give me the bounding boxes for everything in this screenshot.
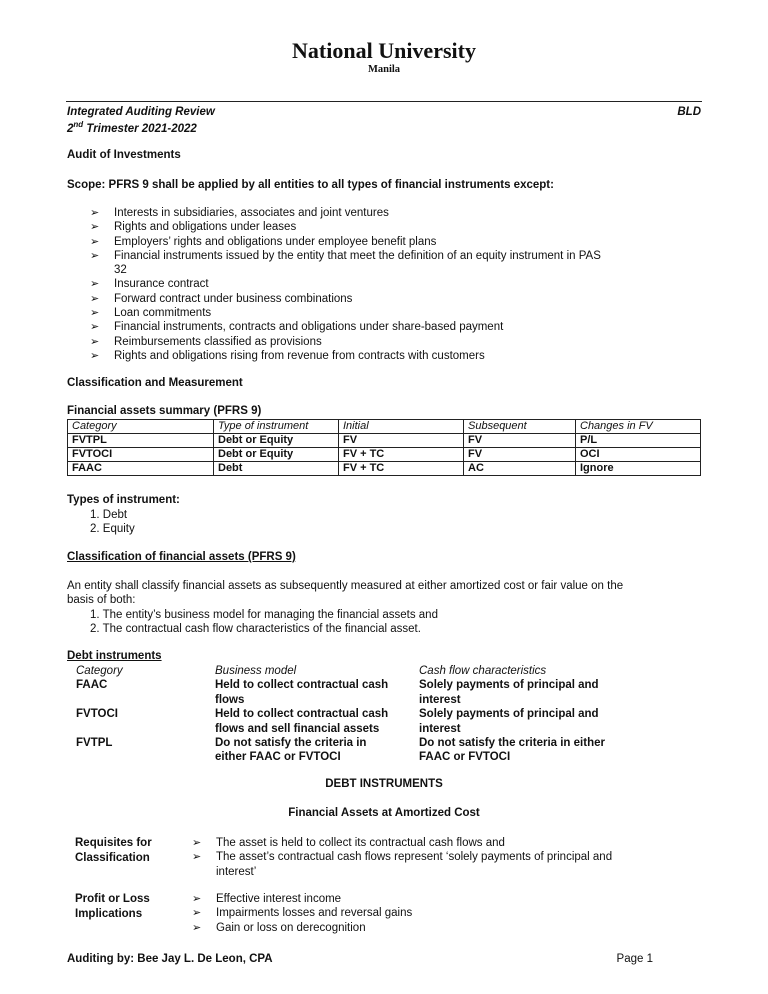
header-cell: Changes in FV bbox=[576, 420, 701, 434]
table-cell: FV + TC bbox=[339, 462, 464, 476]
classification-measurement-heading: Classification and Measurement bbox=[67, 377, 243, 389]
list-item: ➢ The asset’s contractual cash flows represent ‘solely payments of principal and bbox=[192, 851, 613, 864]
footer-author: Auditing by: Bee Jay L. De Leon, CPA bbox=[67, 953, 273, 965]
classification-paragraph-cont: basis of both: bbox=[67, 594, 136, 606]
category-label: FVTPL bbox=[76, 737, 113, 750]
arrowhead-bullet-icon: ➢ bbox=[90, 335, 100, 348]
cash-flow-text: Do not satisfy the criteria in either bbox=[419, 737, 605, 750]
table-cell: FV bbox=[464, 448, 576, 462]
list-item: ➢ Insurance contract bbox=[90, 278, 209, 291]
page-number: Page 1 bbox=[616, 953, 653, 965]
business-model-text: either FAAC or FVTOCI bbox=[215, 751, 341, 764]
column-header: Cash flow characteristics bbox=[419, 665, 547, 677]
list-item: ➢ Financial instruments issued by the entity that meet the definition of an equity instrument in PAS bbox=[90, 249, 601, 262]
table-cell: AC bbox=[464, 462, 576, 476]
arrowhead-bullet-icon: ➢ bbox=[90, 278, 100, 291]
business-model-text: flows bbox=[215, 693, 245, 706]
table-row bbox=[68, 434, 701, 448]
table-cell: FV bbox=[339, 434, 464, 448]
list-item: 1. Debt bbox=[90, 509, 128, 521]
types-heading: Types of instrument: bbox=[67, 494, 180, 506]
list-item: ➢ Loan commitments bbox=[90, 307, 212, 320]
arrowhead-bullet-icon: ➢ bbox=[192, 837, 202, 849]
table-cell: OCI bbox=[576, 448, 701, 462]
list-item: 2. Equity bbox=[90, 523, 135, 535]
list-item: 2. The contractual cash flow characteristics of the financial asset. bbox=[90, 623, 421, 635]
list-item: ➢ Impairments losses and reversal gains bbox=[192, 907, 413, 920]
header-cell: Initial bbox=[339, 420, 464, 434]
cash-flow-text: interest bbox=[419, 722, 461, 735]
list-item: ➢ Forward contract under business combinations bbox=[90, 292, 353, 305]
arrowhead-bullet-icon: ➢ bbox=[90, 307, 100, 320]
arrowhead-bullet-icon: ➢ bbox=[90, 207, 100, 219]
table-cell: FV + TC bbox=[339, 448, 464, 462]
header-cell: Category bbox=[68, 420, 214, 434]
term-label: 2nd Trimester 2021-2022 bbox=[67, 120, 197, 135]
list-item: 1. The entity’s business model for managing the financial assets and bbox=[90, 609, 438, 621]
list-item: ➢ Effective interest income bbox=[192, 893, 342, 905]
business-model-text: Do not satisfy the criteria in bbox=[215, 737, 367, 750]
business-model-text: Held to collect contractual cash bbox=[215, 708, 389, 721]
column-header: Category bbox=[76, 665, 123, 677]
list-item-continuation: interest’ bbox=[216, 865, 257, 878]
table-cell: Debt bbox=[214, 462, 339, 476]
cash-flow-text: Solely payments of principal and bbox=[419, 679, 599, 692]
list-item: ➢ Rights and obligations rising from revenue from contracts with customers bbox=[90, 349, 485, 362]
table-cell: Ignore bbox=[576, 462, 701, 476]
profit-loss-list bbox=[192, 892, 672, 935]
table-row bbox=[68, 448, 701, 462]
requisites-list bbox=[192, 836, 672, 879]
header-cell: Subsequent bbox=[464, 420, 576, 434]
arrowhead-bullet-icon: ➢ bbox=[192, 921, 202, 934]
summary-table-caption: Financial assets summary (PFRS 9) bbox=[67, 405, 262, 417]
debt-instruments-heading: Debt instruments bbox=[67, 650, 162, 662]
list-item: ➢ Rights and obligations under leases bbox=[90, 221, 297, 234]
category-label: FAAC bbox=[76, 679, 108, 692]
list-item: ➢ Reimbursements classified as provisions bbox=[90, 335, 322, 348]
scope-heading: Scope: PFRS 9 shall be applied by all entities to all types of financial instruments except: bbox=[67, 179, 554, 191]
classification-heading: Classification of financial assets (PFRS 9) bbox=[67, 551, 296, 563]
table-cell: Debt or Equity bbox=[214, 434, 339, 448]
header-cell: Type of instrument bbox=[214, 420, 339, 434]
table-cell: FAAC bbox=[68, 462, 214, 476]
arrowhead-bullet-icon: ➢ bbox=[90, 249, 100, 262]
university-name: National University bbox=[292, 38, 476, 63]
requisites-label: Requisites for Classification bbox=[75, 837, 152, 864]
debt-category-column bbox=[76, 664, 196, 750]
classification-paragraph: An entity shall classify financial assets as subsequently measured at either amortized cost or fair value on the bbox=[67, 580, 624, 592]
cash-flow-text: Solely payments of principal and bbox=[419, 708, 599, 721]
faac-title: Financial Assets at Amortized Cost bbox=[288, 807, 480, 819]
table-cell: Debt or Equity bbox=[214, 448, 339, 462]
debt-instruments-title: DEBT INSTRUMENTS bbox=[325, 778, 443, 790]
financial-assets-summary-table bbox=[67, 419, 701, 476]
arrowhead-bullet-icon: ➢ bbox=[192, 851, 202, 864]
list-item: ➢ Employers’ rights and obligations under employee benefit plans bbox=[90, 235, 437, 248]
table-row bbox=[68, 462, 701, 476]
arrowhead-bullet-icon: ➢ bbox=[192, 907, 202, 920]
author-initials: BLD bbox=[677, 106, 701, 118]
arrowhead-bullet-icon: ➢ bbox=[90, 235, 100, 248]
cash-flow-text: FAAC or FVTOCI bbox=[419, 751, 511, 764]
column-header: Business model bbox=[215, 665, 297, 677]
table-header-row bbox=[68, 420, 701, 434]
course-title: Integrated Auditing Review bbox=[67, 106, 215, 118]
arrowhead-bullet-icon: ➢ bbox=[90, 321, 100, 334]
list-item: ➢ The asset is held to collect its contractual cash flows and bbox=[192, 837, 505, 849]
table-cell: FVTOCI bbox=[68, 448, 214, 462]
list-item-continuation: 32 bbox=[114, 264, 127, 277]
business-model-text: flows and sell financial assets bbox=[215, 722, 380, 735]
arrowhead-bullet-icon: ➢ bbox=[90, 292, 100, 305]
table-cell: FV bbox=[464, 434, 576, 448]
campus-name: Manila bbox=[367, 64, 401, 75]
list-item: ➢ Gain or loss on derecognition bbox=[192, 921, 366, 934]
table-cell: FVTPL bbox=[68, 434, 214, 448]
arrowhead-bullet-icon: ➢ bbox=[192, 893, 202, 905]
scope-list bbox=[90, 206, 690, 363]
list-item: ➢ Financial instruments, contracts and obligations under share-based payment bbox=[90, 321, 504, 334]
cash-flow-text: interest bbox=[419, 693, 461, 706]
list-item: ➢ Interests in subsidiaries, associates and joint ventures bbox=[90, 207, 389, 219]
header-divider bbox=[66, 101, 702, 102]
business-model-text: Held to collect contractual cash bbox=[215, 679, 389, 692]
arrowhead-bullet-icon: ➢ bbox=[90, 349, 100, 362]
table-cell: P/L bbox=[576, 434, 701, 448]
debt-business-model-column bbox=[215, 664, 415, 765]
arrowhead-bullet-icon: ➢ bbox=[90, 221, 100, 234]
debt-cash-flow-column bbox=[419, 664, 659, 765]
section-title: Audit of Investments bbox=[67, 149, 181, 161]
category-label: FVTOCI bbox=[76, 708, 118, 721]
profit-loss-label: Profit or Loss Implications bbox=[75, 893, 150, 920]
